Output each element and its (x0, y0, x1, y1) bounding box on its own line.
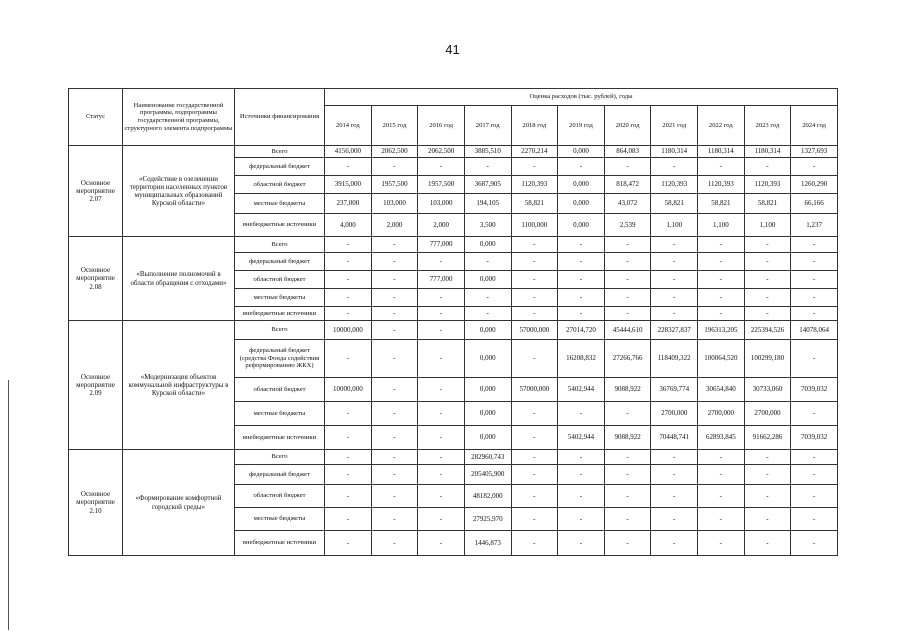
budget-table (68, 88, 838, 556)
amount-cell: 2270,214 (511, 146, 558, 158)
amount-cell: 282960,743 (464, 450, 511, 465)
header-year: 2016 год (418, 106, 465, 146)
amount-cell: - (558, 402, 605, 426)
amount-cell: - (604, 465, 651, 485)
amount-cell: 5402,944 (558, 426, 605, 450)
amount-cell: 1120,393 (744, 176, 791, 194)
amount-cell: 1446,873 (464, 531, 511, 556)
amount-cell: - (511, 158, 558, 176)
amount-cell: 58,821 (511, 194, 558, 214)
amount-cell: - (325, 289, 372, 307)
header-year: 2024 год (791, 106, 838, 146)
amount-cell: 2700,000 (744, 402, 791, 426)
amount-cell: - (604, 307, 651, 321)
funding-source: Всего (235, 237, 325, 253)
page-number: 41 (445, 42, 460, 57)
funding-source: Всего (235, 450, 325, 465)
amount-cell: 0,000 (464, 402, 511, 426)
amount-cell: - (371, 340, 418, 378)
funding-source: областной бюджет (235, 378, 325, 402)
amount-cell: 103,000 (371, 194, 418, 214)
funding-source: федеральный бюджет (235, 253, 325, 271)
amount-cell: - (325, 253, 372, 271)
amount-cell: 1180,314 (744, 146, 791, 158)
funding-source: Всего (235, 146, 325, 158)
amount-cell: 57000,000 (511, 321, 558, 340)
amount-cell: - (325, 508, 372, 531)
amount-cell: 103,000 (418, 194, 465, 214)
amount-cell: - (604, 237, 651, 253)
amount-cell: 196313,205 (698, 321, 745, 340)
amount-cell: 30654,840 (698, 378, 745, 402)
amount-cell: - (418, 450, 465, 465)
amount-cell: - (791, 531, 838, 556)
amount-cell: - (698, 465, 745, 485)
amount-cell: - (604, 289, 651, 307)
funding-source: местные бюджеты (235, 508, 325, 531)
amount-cell: - (325, 158, 372, 176)
amount-cell: - (558, 450, 605, 465)
amount-cell: 205405,900 (464, 465, 511, 485)
row-program-name: «Формирование комфортной городской среды» (123, 450, 235, 556)
amount-cell: 1,237 (791, 214, 838, 237)
amount-cell: - (325, 531, 372, 556)
amount-cell: - (651, 158, 698, 176)
amount-cell: 4,000 (325, 214, 372, 237)
amount-cell: - (651, 237, 698, 253)
amount-cell: - (511, 485, 558, 508)
amount-cell: - (371, 531, 418, 556)
amount-cell: - (698, 271, 745, 289)
amount-cell: 0,000 (464, 271, 511, 289)
amount-cell: - (325, 402, 372, 426)
amount-cell: - (791, 237, 838, 253)
amount-cell: - (325, 426, 372, 450)
amount-cell: 70448,741 (651, 426, 698, 450)
amount-cell: 1,100 (651, 214, 698, 237)
amount-cell: - (651, 485, 698, 508)
amount-cell: 58,821 (744, 194, 791, 214)
row-program-name: «Содействие в озеленении территории населенных пунктов муниципальных образований Курской области» (123, 146, 235, 237)
amount-cell: 0,000 (464, 237, 511, 253)
amount-cell: 864,083 (604, 146, 651, 158)
funding-source: федеральный бюджет (средства Фонда содействия реформированию ЖКХ) (235, 340, 325, 378)
header-estimate: Оценка расходов (тыс. рублей), годы (325, 89, 838, 106)
amount-cell: - (418, 402, 465, 426)
amount-cell: - (511, 426, 558, 450)
amount-cell: - (511, 340, 558, 378)
amount-cell: - (744, 485, 791, 508)
row-program-name: «Модернизация объектов коммунальной инфраструктуры в Курской области» (123, 321, 235, 450)
amount-cell: - (325, 450, 372, 465)
funding-source: внебюджетные источники (235, 214, 325, 237)
table-row (69, 450, 838, 465)
row-status: Основное мероприятие 2.10 (69, 450, 123, 556)
amount-cell: 10000,000 (325, 321, 372, 340)
amount-cell: - (791, 485, 838, 508)
amount-cell: - (698, 485, 745, 508)
amount-cell: - (698, 531, 745, 556)
amount-cell: - (558, 289, 605, 307)
amount-cell: - (371, 465, 418, 485)
amount-cell: - (418, 531, 465, 556)
amount-cell: 9088,922 (604, 426, 651, 450)
amount-cell: - (604, 271, 651, 289)
amount-cell: 228327,837 (651, 321, 698, 340)
amount-cell: - (744, 307, 791, 321)
amount-cell: 100064,520 (698, 340, 745, 378)
amount-cell: - (511, 450, 558, 465)
amount-cell: 16208,832 (558, 340, 605, 378)
amount-cell: - (418, 465, 465, 485)
amount-cell: - (744, 508, 791, 531)
amount-cell: 62893,845 (698, 426, 745, 450)
amount-cell: - (604, 450, 651, 465)
header-year: 2022 год (698, 106, 745, 146)
amount-cell: 27266,766 (604, 340, 651, 378)
amount-cell: - (558, 508, 605, 531)
amount-cell: 1100,000 (511, 214, 558, 237)
amount-cell: - (511, 253, 558, 271)
amount-cell: - (464, 307, 511, 321)
funding-source: местные бюджеты (235, 402, 325, 426)
amount-cell: - (558, 158, 605, 176)
amount-cell: - (698, 158, 745, 176)
amount-cell: - (651, 289, 698, 307)
amount-cell: - (511, 289, 558, 307)
amount-cell: 3885,510 (464, 146, 511, 158)
amount-cell: 58,821 (698, 194, 745, 214)
amount-cell: - (604, 253, 651, 271)
funding-source: областной бюджет (235, 485, 325, 508)
amount-cell: - (604, 158, 651, 176)
amount-cell: - (418, 158, 465, 176)
amount-cell: - (511, 402, 558, 426)
amount-cell: - (325, 340, 372, 378)
amount-cell: - (511, 237, 558, 253)
amount-cell: - (744, 289, 791, 307)
amount-cell: - (744, 237, 791, 253)
amount-cell: - (511, 508, 558, 531)
amount-cell: - (651, 465, 698, 485)
amount-cell: - (791, 271, 838, 289)
amount-cell: 2,000 (371, 214, 418, 237)
amount-cell: 45444,610 (604, 321, 651, 340)
amount-cell: 1120,393 (651, 176, 698, 194)
amount-cell: - (791, 253, 838, 271)
header-year: 2017 год (464, 106, 511, 146)
amount-cell: 27014,720 (558, 321, 605, 340)
amount-cell: - (371, 426, 418, 450)
amount-cell: - (371, 485, 418, 508)
amount-cell: - (371, 237, 418, 253)
amount-cell: 27925,970 (464, 508, 511, 531)
amount-cell: - (418, 485, 465, 508)
amount-cell: - (791, 307, 838, 321)
amount-cell: 43,072 (604, 194, 651, 214)
amount-cell: 2062,500 (371, 146, 418, 158)
amount-cell: - (464, 289, 511, 307)
amount-cell: 0,000 (558, 194, 605, 214)
header-year: 2018 год (511, 106, 558, 146)
amount-cell: - (371, 321, 418, 340)
amount-cell: - (371, 289, 418, 307)
amount-cell: - (511, 271, 558, 289)
funding-source: внебюджетные источники (235, 307, 325, 321)
amount-cell: - (511, 465, 558, 485)
amount-cell: 2,539 (604, 214, 651, 237)
amount-cell: - (558, 253, 605, 271)
amount-cell: - (371, 307, 418, 321)
amount-cell: 36769,774 (651, 378, 698, 402)
amount-cell: 3,500 (464, 214, 511, 237)
row-status: Основное мероприятие 2.07 (69, 146, 123, 237)
amount-cell: 1957,500 (418, 176, 465, 194)
amount-cell: 118409,322 (651, 340, 698, 378)
amount-cell: 1120,393 (511, 176, 558, 194)
amount-cell: - (325, 485, 372, 508)
amount-cell: - (744, 450, 791, 465)
table-row (69, 146, 838, 158)
amount-cell: 0,000 (464, 378, 511, 402)
amount-cell: - (698, 237, 745, 253)
amount-cell: - (698, 307, 745, 321)
amount-cell: 237,000 (325, 194, 372, 214)
amount-cell: - (371, 378, 418, 402)
header-year: 2021 год (651, 106, 698, 146)
amount-cell: - (791, 158, 838, 176)
amount-cell: 0,000 (558, 176, 605, 194)
amount-cell: - (604, 508, 651, 531)
amount-cell: - (558, 271, 605, 289)
amount-cell: - (511, 531, 558, 556)
amount-cell: - (464, 158, 511, 176)
amount-cell: 7039,032 (791, 426, 838, 450)
funding-source: местные бюджеты (235, 289, 325, 307)
amount-cell: - (744, 271, 791, 289)
amount-cell: - (698, 508, 745, 531)
amount-cell: - (418, 378, 465, 402)
amount-cell: 777,000 (418, 237, 465, 253)
amount-cell: 48182,000 (464, 485, 511, 508)
funding-source: федеральный бюджет (235, 158, 325, 176)
amount-cell: - (558, 531, 605, 556)
funding-source: внебюджетные источники (235, 531, 325, 556)
amount-cell: 225394,526 (744, 321, 791, 340)
amount-cell: - (558, 465, 605, 485)
amount-cell: 10000,000 (325, 378, 372, 402)
amount-cell: 0,000 (464, 426, 511, 450)
amount-cell: - (511, 307, 558, 321)
amount-cell: 1957,500 (371, 176, 418, 194)
amount-cell: - (325, 237, 372, 253)
amount-cell: - (651, 307, 698, 321)
amount-cell: - (744, 253, 791, 271)
amount-cell: - (698, 253, 745, 271)
amount-cell: 1180,314 (698, 146, 745, 158)
amount-cell: - (418, 321, 465, 340)
amount-cell: 1,100 (744, 214, 791, 237)
funding-source: федеральный бюджет (235, 465, 325, 485)
amount-cell: 91662,286 (744, 426, 791, 450)
amount-cell: - (325, 307, 372, 321)
amount-cell: - (651, 253, 698, 271)
amount-cell: 58,821 (651, 194, 698, 214)
amount-cell: 818,472 (604, 176, 651, 194)
table-header (69, 89, 838, 146)
amount-cell: - (791, 450, 838, 465)
amount-cell: - (371, 402, 418, 426)
amount-cell: - (651, 508, 698, 531)
amount-cell: - (558, 307, 605, 321)
funding-source: областной бюджет (235, 271, 325, 289)
amount-cell: - (744, 465, 791, 485)
header-year: 2020 год (604, 106, 651, 146)
amount-cell: 66,166 (791, 194, 838, 214)
amount-cell: 0,000 (464, 321, 511, 340)
amount-cell: - (604, 531, 651, 556)
amount-cell: 1120,393 (698, 176, 745, 194)
amount-cell: - (325, 271, 372, 289)
amount-cell: 0,000 (558, 146, 605, 158)
amount-cell: 2,000 (418, 214, 465, 237)
table-row (69, 321, 838, 340)
funding-source: внебюджетные источники (235, 426, 325, 450)
amount-cell: - (418, 340, 465, 378)
amount-cell: - (371, 450, 418, 465)
amount-cell: 2062,500 (418, 146, 465, 158)
amount-cell: - (744, 531, 791, 556)
amount-cell: - (418, 307, 465, 321)
funding-source: местные бюджеты (235, 194, 325, 214)
funding-source: областной бюджет (235, 176, 325, 194)
amount-cell: - (371, 158, 418, 176)
amount-cell: 14078,064 (791, 321, 838, 340)
margin-line (8, 380, 9, 630)
header-year: 2023 год (744, 106, 791, 146)
amount-cell: 0,000 (464, 340, 511, 378)
amount-cell: 0,000 (558, 214, 605, 237)
amount-cell: - (558, 485, 605, 508)
amount-cell: - (371, 271, 418, 289)
header-name: Наименование государственной программы, подпрограммы государственной программы, структурного элемента подпрограммы (123, 89, 235, 146)
row-status: Основное мероприятие 2.08 (69, 237, 123, 321)
amount-cell: - (651, 450, 698, 465)
amount-cell: - (791, 402, 838, 426)
amount-cell: 30733,060 (744, 378, 791, 402)
amount-cell: 2700,000 (651, 402, 698, 426)
amount-cell: 57000,000 (511, 378, 558, 402)
amount-cell: - (791, 508, 838, 531)
amount-cell: - (418, 289, 465, 307)
header-year: 2015 год (371, 106, 418, 146)
amount-cell: - (791, 340, 838, 378)
funding-source: Всего (235, 321, 325, 340)
amount-cell: - (698, 450, 745, 465)
table-row (69, 237, 838, 253)
amount-cell: - (791, 465, 838, 485)
amount-cell: 1,100 (698, 214, 745, 237)
amount-cell: - (371, 508, 418, 531)
header-year: 2014 год (325, 106, 372, 146)
amount-cell: - (651, 271, 698, 289)
amount-cell: - (698, 289, 745, 307)
amount-cell: 777,000 (418, 271, 465, 289)
amount-cell: 1180,314 (651, 146, 698, 158)
header-year: 2019 год (558, 106, 605, 146)
row-status: Основное мероприятие 2.09 (69, 321, 123, 450)
amount-cell: - (558, 237, 605, 253)
amount-cell: 7039,032 (791, 378, 838, 402)
amount-cell: - (418, 508, 465, 531)
amount-cell: 3915,000 (325, 176, 372, 194)
amount-cell: - (744, 158, 791, 176)
amount-cell: - (325, 465, 372, 485)
amount-cell: - (371, 253, 418, 271)
amount-cell: 4156,000 (325, 146, 372, 158)
row-program-name: «Выполнение полномочий в области обращения с отходами» (123, 237, 235, 321)
amount-cell: - (604, 485, 651, 508)
amount-cell: 5402,944 (558, 378, 605, 402)
amount-cell: - (418, 253, 465, 271)
amount-cell: - (604, 402, 651, 426)
amount-cell: - (791, 289, 838, 307)
amount-cell: - (418, 426, 465, 450)
amount-cell: 194,105 (464, 194, 511, 214)
amount-cell: 1260,290 (791, 176, 838, 194)
amount-cell: - (464, 253, 511, 271)
header-status: Статус (69, 89, 123, 146)
header-sources: Источники финансирования (235, 89, 325, 146)
table-body (69, 146, 838, 556)
amount-cell: 100299,180 (744, 340, 791, 378)
amount-cell: - (651, 531, 698, 556)
amount-cell: 2700,000 (698, 402, 745, 426)
amount-cell: 1327,693 (791, 146, 838, 158)
amount-cell: 9088,922 (604, 378, 651, 402)
amount-cell: 3687,905 (464, 176, 511, 194)
